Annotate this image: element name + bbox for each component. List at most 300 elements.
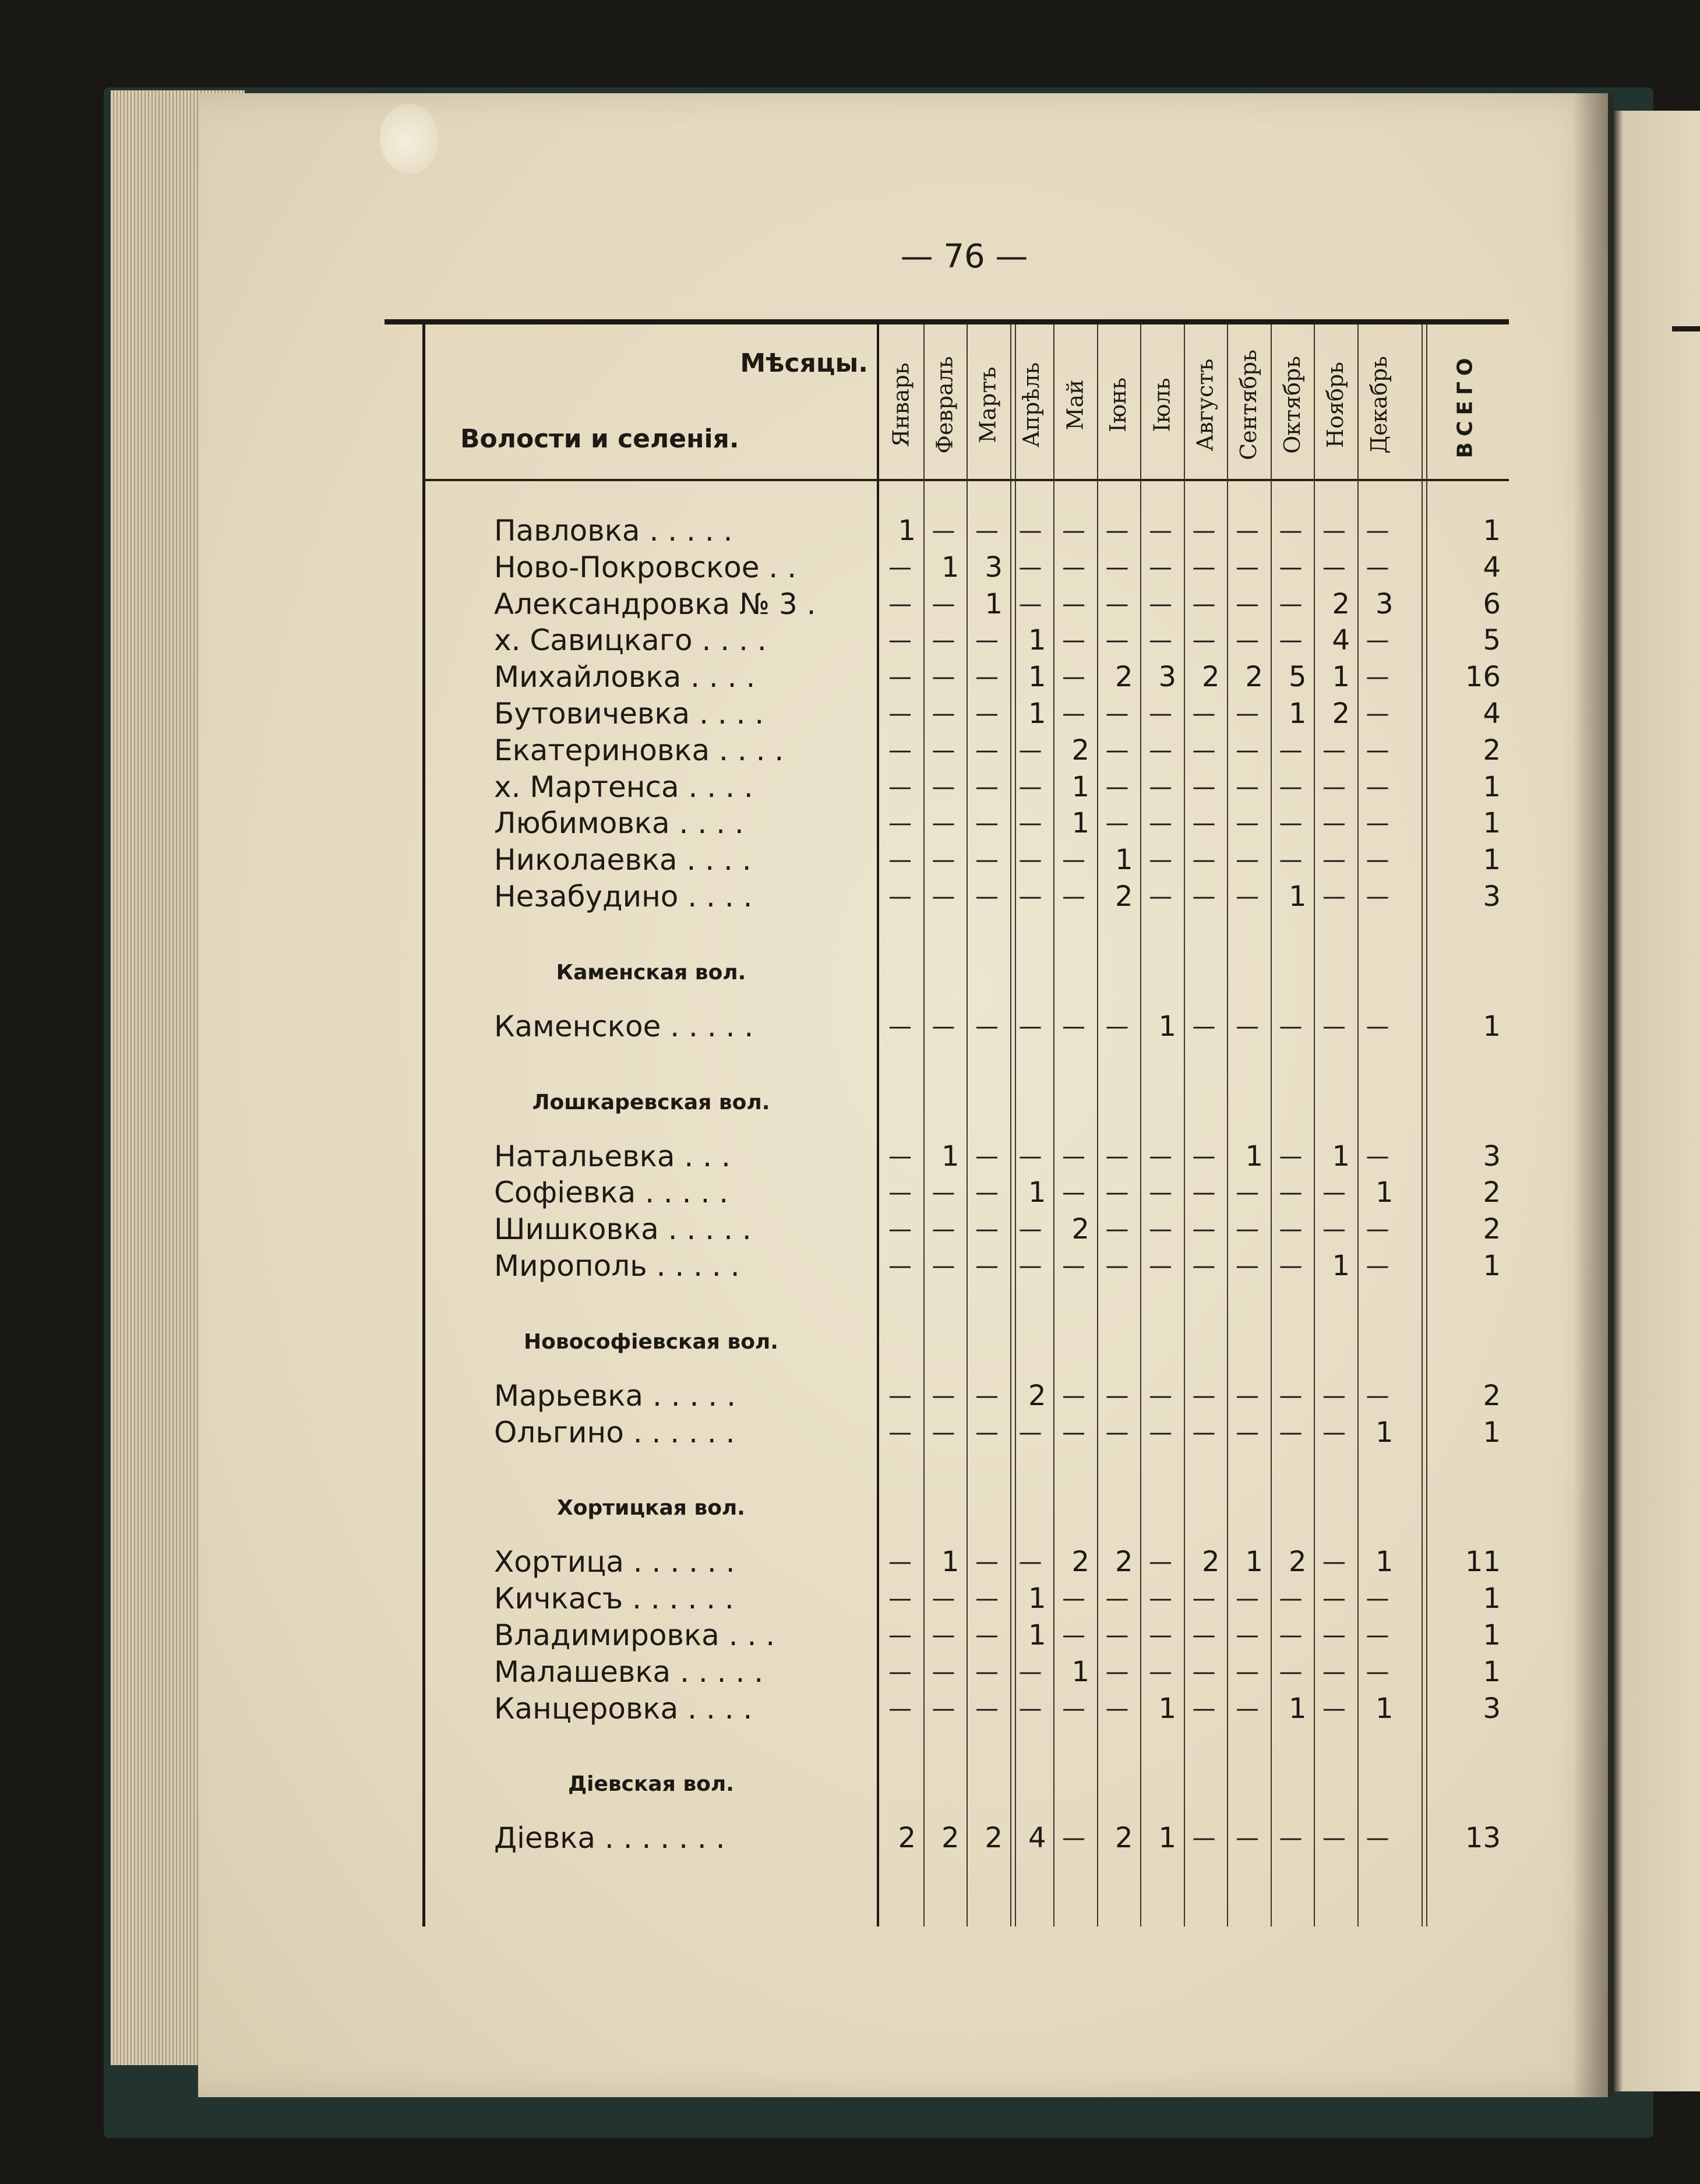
settlement-name: Владимировка . . .	[494, 1618, 775, 1652]
month-value-cell: —	[1149, 627, 1172, 654]
month-value-cell: 1	[1245, 1139, 1263, 1173]
month-value-cell: —	[1366, 700, 1389, 727]
month-value-cell: 2	[1028, 1379, 1046, 1412]
month-value-cell: 1	[1028, 661, 1046, 694]
row-total-cell: 4	[1483, 551, 1501, 584]
month-value-cell: —	[1018, 846, 1042, 874]
volost-section-heading: Каменская вол.	[556, 960, 746, 985]
month-value-cell: —	[888, 810, 912, 837]
month-header-label: Іюнь	[1105, 377, 1131, 433]
settlement-name: Софіевка . . . . .	[494, 1176, 729, 1210]
month-value-cell: —	[888, 846, 912, 874]
month-value-cell: —	[1192, 1658, 1216, 1685]
month-value-cell: 1	[941, 551, 960, 584]
month-value-cell: —	[1062, 1585, 1085, 1613]
month-value-cell: —	[1366, 1012, 1389, 1040]
month-value-cell: —	[1236, 883, 1259, 910]
month-value-cell: —	[1192, 1695, 1216, 1722]
month-value-cell: —	[1279, 1142, 1303, 1170]
facing-page-rule	[1672, 326, 1700, 331]
table-row	[0, 878, 1700, 915]
row-total-cell: 2	[1483, 1379, 1501, 1412]
month-value-cell: —	[1192, 736, 1216, 764]
month-value-cell: —	[1236, 773, 1259, 800]
month-value-cell: —	[1279, 553, 1303, 581]
month-value-cell: —	[975, 1695, 999, 1722]
month-value-cell: —	[1149, 1658, 1172, 1685]
month-value-cell: —	[1062, 1252, 1085, 1279]
table-row	[0, 1617, 1700, 1653]
month-header-label: Сентябрь	[1236, 350, 1261, 460]
month-value-cell: —	[1062, 664, 1085, 691]
month-value-cell: —	[1018, 883, 1042, 910]
month-value-cell: —	[888, 1012, 912, 1040]
settlement-name: Любимовка . . . .	[494, 806, 744, 841]
month-value-cell: 2	[941, 1822, 960, 1855]
settlement-name: Кичкасъ . . . . . .	[494, 1582, 734, 1616]
rows-header-label: Волости и селенія.	[460, 424, 739, 454]
month-value-cell: —	[1062, 700, 1085, 727]
settlement-name: Малашевка . . . . .	[494, 1654, 764, 1689]
month-value-cell: —	[1192, 700, 1216, 727]
row-total-cell: 1	[1483, 807, 1501, 840]
month-header	[1098, 335, 1139, 475]
month-header-label: Апрѣль	[1018, 362, 1045, 448]
month-value-cell: 1	[1158, 1010, 1176, 1043]
month-value-cell: 1	[1071, 1655, 1089, 1688]
month-value-cell: —	[1192, 773, 1216, 800]
month-value-cell: —	[888, 1382, 912, 1409]
month-value-cell: —	[1062, 590, 1085, 618]
month-value-cell: —	[1322, 810, 1346, 837]
month-value-cell: —	[888, 1622, 912, 1649]
month-value-cell: 1	[1158, 1822, 1176, 1855]
month-value-cell: —	[1149, 700, 1172, 727]
month-value-cell: —	[1018, 1548, 1042, 1576]
month-value-cell: —	[1236, 846, 1259, 874]
settlement-name: Ново-Покровское . .	[494, 550, 797, 584]
month-header	[1011, 335, 1052, 475]
month-value-cell: —	[932, 736, 955, 764]
month-value-cell: 1	[1332, 1139, 1350, 1173]
month-value-cell: 1	[1245, 1546, 1263, 1579]
month-value-cell: —	[1018, 810, 1042, 837]
month-value-cell: —	[1279, 1585, 1303, 1613]
month-value-cell: 1	[1332, 661, 1350, 694]
month-value-cell: —	[1062, 553, 1085, 581]
month-value-cell: —	[1062, 1622, 1085, 1649]
month-value-cell: —	[1105, 736, 1129, 764]
month-value-cell: —	[1236, 1419, 1259, 1446]
settlement-name: Екатериновка . . . .	[494, 733, 784, 767]
row-total-cell: 3	[1483, 1139, 1501, 1173]
table-row	[0, 586, 1700, 622]
month-value-cell: —	[888, 1585, 912, 1613]
month-value-cell: 2	[1201, 661, 1220, 694]
month-value-cell: —	[1192, 1012, 1216, 1040]
month-value-cell: 4	[1028, 1822, 1046, 1855]
month-value-cell: —	[1192, 517, 1216, 544]
month-value-cell: —	[1105, 1012, 1129, 1040]
month-value-cell: 1	[1332, 1250, 1350, 1282]
month-value-cell: —	[1018, 1252, 1042, 1279]
month-value-cell: —	[888, 1252, 912, 1279]
month-value-cell: 5	[1288, 661, 1307, 694]
settlement-name: Мирополь . . . . .	[494, 1249, 740, 1283]
month-value-cell: —	[1279, 517, 1303, 544]
month-value-cell: —	[1322, 1179, 1346, 1206]
month-value-cell: —	[1062, 846, 1085, 874]
month-value-cell: —	[1279, 1012, 1303, 1040]
month-value-cell: —	[1366, 1252, 1389, 1279]
month-value-cell: —	[932, 1382, 955, 1409]
table-row	[0, 696, 1700, 732]
month-value-cell: —	[1322, 1419, 1346, 1446]
month-value-cell: —	[1236, 1179, 1259, 1206]
month-value-cell: —	[1018, 517, 1042, 544]
month-value-cell: —	[888, 553, 912, 581]
month-value-cell: —	[975, 810, 999, 837]
settlement-name: Бутовичевка . . . .	[494, 697, 764, 731]
table-row	[0, 622, 1700, 658]
month-value-cell: —	[975, 664, 999, 691]
month-header	[1315, 335, 1356, 475]
month-value-cell: —	[1366, 1585, 1389, 1613]
month-value-cell: —	[1105, 700, 1129, 727]
month-value-cell: —	[1322, 883, 1346, 910]
settlement-name: Діевка . . . . . . .	[494, 1821, 725, 1855]
month-value-cell: —	[932, 664, 955, 691]
table-row	[0, 1654, 1700, 1690]
month-value-cell: —	[975, 1142, 999, 1170]
month-value-cell: 2	[1201, 1546, 1220, 1579]
month-value-cell: —	[888, 1179, 912, 1206]
row-total-cell: 1	[1483, 1655, 1501, 1688]
month-value-cell: —	[975, 1658, 999, 1685]
month-value-cell: —	[932, 1012, 955, 1040]
month-value-cell: —	[932, 1252, 955, 1279]
month-value-cell: —	[1105, 1622, 1129, 1649]
month-header-label: Мартъ	[975, 366, 1001, 443]
row-total-cell: 1	[1483, 1010, 1501, 1043]
month-value-cell: —	[975, 517, 999, 544]
month-value-cell: —	[1062, 1382, 1085, 1409]
month-value-cell: —	[975, 700, 999, 727]
month-value-cell: —	[975, 1179, 999, 1206]
month-value-cell: —	[1236, 1658, 1259, 1685]
month-value-cell: —	[932, 1695, 955, 1722]
month-value-cell: —	[1322, 517, 1346, 544]
month-value-cell: —	[888, 1419, 912, 1446]
month-value-cell: —	[1322, 1585, 1346, 1613]
month-value-cell: —	[1322, 1012, 1346, 1040]
month-value-cell: —	[1236, 1585, 1259, 1613]
month-value-cell: —	[1279, 846, 1303, 874]
month-value-cell: —	[1105, 1382, 1129, 1409]
settlement-name: Александровка № 3 .	[494, 587, 816, 621]
month-value-cell: —	[932, 883, 955, 910]
month-value-cell: 1	[1071, 770, 1089, 803]
settlement-name: х. Мартенса . . . .	[494, 770, 753, 804]
month-value-cell: —	[1105, 1179, 1129, 1206]
month-value-cell: —	[932, 1658, 955, 1685]
table-row	[0, 549, 1700, 585]
month-value-cell: —	[1192, 553, 1216, 581]
month-value-cell: —	[1018, 736, 1042, 764]
month-value-cell: —	[1322, 1695, 1346, 1722]
month-header-label: Августъ	[1192, 358, 1218, 451]
volost-section-heading: Новософіевская вол.	[524, 1329, 778, 1354]
month-value-cell: —	[1366, 1142, 1389, 1170]
month-value-cell: —	[1062, 1419, 1085, 1446]
total-header	[1445, 335, 1486, 475]
month-value-cell: —	[1062, 1142, 1085, 1170]
month-value-cell: —	[1018, 553, 1042, 581]
table-row	[0, 513, 1700, 549]
month-value-cell: —	[932, 627, 955, 654]
month-value-cell: —	[1279, 1825, 1303, 1852]
months-header-label: Мѣсяцы.	[740, 348, 868, 378]
row-total-cell: 2	[1483, 1176, 1501, 1209]
month-value-cell: 2	[1332, 587, 1350, 620]
month-value-cell: 3	[1375, 587, 1394, 620]
month-value-cell: —	[1322, 1216, 1346, 1243]
table-row	[0, 659, 1700, 695]
month-value-cell: —	[1366, 664, 1389, 691]
settlement-name: Михайловка . . . .	[494, 660, 756, 694]
month-value-cell: —	[1236, 1622, 1259, 1649]
month-value-cell: —	[1105, 1695, 1129, 1722]
month-value-cell: —	[932, 590, 955, 618]
month-value-cell: —	[1236, 517, 1259, 544]
volost-section-heading: Лошкаревская вол.	[532, 1090, 770, 1114]
month-value-cell: —	[1322, 1382, 1346, 1409]
month-header-label: Октябрь	[1279, 356, 1305, 454]
month-value-cell: —	[975, 1622, 999, 1649]
month-value-cell: —	[975, 1012, 999, 1040]
row-total-cell: 6	[1483, 587, 1501, 620]
month-value-cell: —	[975, 883, 999, 910]
month-header	[881, 335, 922, 475]
settlement-name: Хортица . . . . . .	[494, 1545, 735, 1579]
month-value-cell: 2	[1114, 1546, 1133, 1579]
month-value-cell: —	[1236, 1695, 1259, 1722]
month-value-cell: —	[888, 736, 912, 764]
month-value-cell: —	[1279, 1382, 1303, 1409]
month-value-cell: —	[1236, 1012, 1259, 1040]
month-value-cell: —	[1062, 1179, 1085, 1206]
month-value-cell: —	[888, 1142, 912, 1170]
month-value-cell: —	[1192, 1179, 1216, 1206]
table-row	[0, 842, 1700, 878]
table-row	[0, 1248, 1700, 1284]
month-value-cell: —	[1018, 1216, 1042, 1243]
month-header	[1141, 335, 1182, 475]
month-value-cell: —	[1192, 1622, 1216, 1649]
month-value-cell: 1	[1375, 1416, 1394, 1449]
month-value-cell: —	[1018, 1695, 1042, 1722]
month-value-cell: —	[1366, 736, 1389, 764]
volost-section-heading: Діевская вол.	[568, 1772, 734, 1797]
month-value-cell: 2	[1114, 661, 1133, 694]
month-value-cell: —	[1062, 1695, 1085, 1722]
month-value-cell: —	[975, 627, 999, 654]
month-value-cell: —	[1105, 1585, 1129, 1613]
month-value-cell: —	[1322, 1658, 1346, 1685]
month-value-cell: 1	[941, 1139, 960, 1173]
month-value-cell: —	[1366, 553, 1389, 581]
table-row	[0, 1414, 1700, 1451]
month-value-cell: —	[888, 1695, 912, 1722]
month-value-cell: 1	[1375, 1176, 1394, 1209]
month-value-cell: 2	[898, 1822, 916, 1855]
month-header	[1228, 335, 1269, 475]
month-value-cell: 1	[1028, 1176, 1046, 1209]
month-value-cell: —	[1236, 553, 1259, 581]
table-row	[0, 1008, 1700, 1045]
month-value-cell: —	[1236, 627, 1259, 654]
table-row	[0, 1544, 1700, 1580]
table-row	[0, 805, 1700, 841]
month-value-cell: 1	[1028, 624, 1046, 657]
month-value-cell: 1	[941, 1546, 960, 1579]
month-value-cell: —	[1366, 1216, 1389, 1243]
month-header-label: Іюль	[1149, 377, 1175, 432]
month-value-cell: —	[1322, 1622, 1346, 1649]
month-value-cell: —	[1366, 627, 1389, 654]
month-value-cell: 1	[1375, 1692, 1394, 1725]
settlement-name: Каменское . . . . .	[494, 1009, 754, 1043]
month-value-cell: —	[1366, 1658, 1389, 1685]
row-total-cell: 3	[1483, 1692, 1501, 1725]
month-value-cell: —	[1149, 1216, 1172, 1243]
month-value-cell: —	[1192, 1216, 1216, 1243]
month-value-cell: —	[1062, 1825, 1085, 1852]
month-value-cell: —	[1322, 773, 1346, 800]
month-value-cell: 3	[985, 551, 1003, 584]
month-value-cell: —	[975, 1548, 999, 1576]
month-value-cell: —	[1279, 1179, 1303, 1206]
month-value-cell: —	[1105, 773, 1129, 800]
month-value-cell: —	[1236, 1216, 1259, 1243]
month-value-cell: —	[1149, 810, 1172, 837]
month-value-cell: —	[1192, 1382, 1216, 1409]
month-value-cell: —	[1322, 553, 1346, 581]
settlement-name: Николаевка . . . .	[494, 843, 752, 877]
month-value-cell: —	[1279, 773, 1303, 800]
month-value-cell: —	[932, 517, 955, 544]
month-value-cell: —	[1149, 846, 1172, 874]
month-value-cell: —	[1366, 517, 1389, 544]
month-value-cell: —	[888, 883, 912, 910]
row-total-cell: 1	[1483, 1250, 1501, 1282]
row-total-cell: 1	[1483, 1619, 1501, 1652]
month-value-cell: 2	[1245, 661, 1263, 694]
row-total-cell: 2	[1483, 733, 1501, 767]
settlement-name: Марьевка . . . . .	[494, 1378, 736, 1413]
month-value-cell: 1	[1288, 880, 1307, 913]
settlement-name: Канцеровка . . . .	[494, 1691, 753, 1726]
month-value-cell: —	[888, 627, 912, 654]
month-value-cell: —	[1149, 1252, 1172, 1279]
row-total-cell: 16	[1465, 661, 1501, 694]
volost-section-heading: Хортицкая вол.	[557, 1496, 745, 1520]
month-value-cell: —	[1279, 1216, 1303, 1243]
month-value-cell: —	[975, 1216, 999, 1243]
row-total-cell: 1	[1483, 1416, 1501, 1449]
month-value-cell: —	[1105, 1252, 1129, 1279]
month-header	[1054, 335, 1095, 475]
month-value-cell: 2	[1114, 880, 1133, 913]
month-value-cell: —	[888, 700, 912, 727]
paper-stain	[380, 104, 438, 174]
facing-page	[1613, 111, 1700, 2091]
month-value-cell: —	[932, 810, 955, 837]
month-value-cell: —	[1105, 517, 1129, 544]
month-value-cell: —	[888, 1216, 912, 1243]
row-total-cell: 5	[1483, 624, 1501, 657]
month-value-cell: —	[1192, 846, 1216, 874]
month-value-cell: —	[1062, 517, 1085, 544]
settlement-name: Шишковка . . . . .	[494, 1212, 752, 1247]
month-value-cell: —	[1105, 590, 1129, 618]
month-value-cell: —	[1018, 1419, 1042, 1446]
month-value-cell: —	[932, 1622, 955, 1649]
month-value-cell: —	[932, 1419, 955, 1446]
month-value-cell: —	[1105, 627, 1129, 654]
month-value-cell: —	[975, 1382, 999, 1409]
row-total-cell: 3	[1483, 880, 1501, 913]
month-value-cell: —	[1149, 1419, 1172, 1446]
month-value-cell: 2	[1071, 1213, 1089, 1246]
month-header	[968, 335, 1008, 475]
month-value-cell: —	[975, 1252, 999, 1279]
month-value-cell: —	[888, 773, 912, 800]
month-value-cell: —	[932, 1216, 955, 1243]
month-value-cell: —	[975, 773, 999, 800]
month-value-cell: 3	[1158, 661, 1176, 694]
month-value-cell: —	[1279, 627, 1303, 654]
month-value-cell: —	[888, 590, 912, 618]
month-header-label: Февраль	[932, 356, 958, 454]
month-value-cell: —	[1192, 883, 1216, 910]
month-value-cell: —	[1279, 1622, 1303, 1649]
month-value-cell: —	[1149, 883, 1172, 910]
month-value-cell: —	[1105, 1419, 1129, 1446]
row-total-cell: 2	[1483, 1213, 1501, 1246]
month-value-cell: 1	[1375, 1546, 1394, 1579]
month-value-cell: —	[1366, 1622, 1389, 1649]
table-row	[0, 732, 1700, 768]
month-value-cell: —	[1192, 1585, 1216, 1613]
month-value-cell: —	[1322, 1548, 1346, 1576]
month-value-cell: —	[1018, 1012, 1042, 1040]
month-value-cell: —	[1236, 810, 1259, 837]
month-value-cell: —	[1105, 553, 1129, 581]
month-value-cell: —	[1149, 1179, 1172, 1206]
month-value-cell: 2	[1332, 697, 1350, 730]
month-value-cell: —	[1062, 1012, 1085, 1040]
month-value-cell: —	[1149, 1142, 1172, 1170]
month-value-cell: —	[932, 846, 955, 874]
month-value-cell: —	[1236, 1252, 1259, 1279]
month-value-cell: —	[888, 664, 912, 691]
month-value-cell: —	[1236, 1382, 1259, 1409]
month-value-cell: —	[1279, 1252, 1303, 1279]
table-row	[0, 769, 1700, 805]
month-value-cell: —	[888, 1658, 912, 1685]
month-value-cell: 2	[1114, 1822, 1133, 1855]
